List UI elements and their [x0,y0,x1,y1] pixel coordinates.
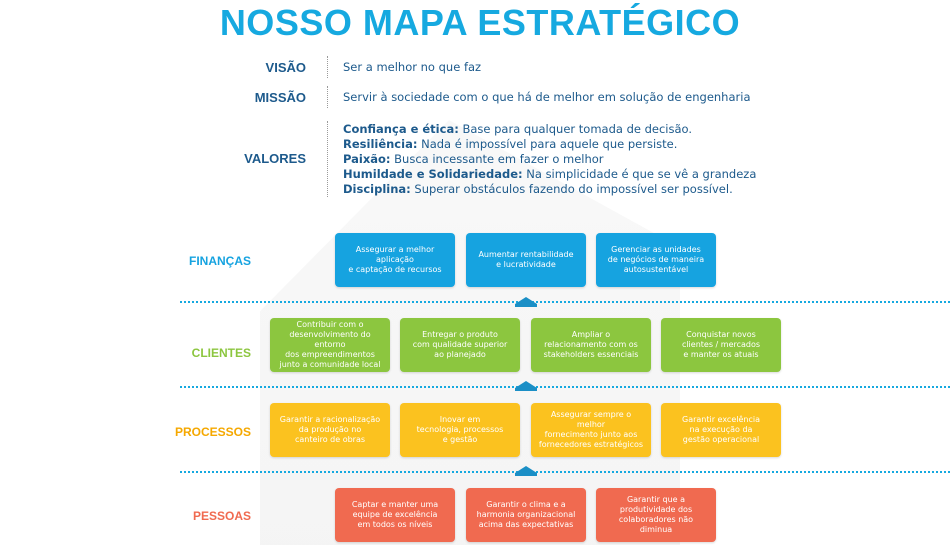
valor-item: Humildade e Solidariedade: Na simplicidade é que se vê a grandeza [343,167,757,181]
processos-objective-box: Inovar em tecnologia, processos e gestão [400,403,520,457]
clientes-objective-box: Contribuir com o desenvolvimento do entorno dos empreendimentos junto a comunidade local [270,318,390,372]
perspective-label-financas: FINANÇAS [189,254,251,268]
missao-label: MISSÃO [254,90,306,105]
valor-item: Confiança e ética: Base para qualquer tomada de decisão. [343,122,693,136]
visao-label: VISÃO [265,60,306,75]
arrow-up-stem [515,473,537,476]
pessoas-objective-box: Garantir que a produtividade dos colaboradores não diminua [596,488,716,542]
valor-item: Disciplina: Superar obstáculos fazendo do impossível ser possível. [343,182,733,196]
visao-text: Ser a melhor no que faz [343,60,482,74]
valor-item: Paixão: Busca incessante em fazer o melhor [343,152,604,166]
clientes-objective-box: Conquistar novos clientes / mercados e manter os atuais [661,318,781,372]
valores-label: VALORES [244,151,306,166]
missao-text: Servir à sociedade com o que há de melhor em solução de engenharia [343,90,751,104]
page-title: NOSSO MAPA ESTRATÉGICO [219,2,741,43]
perspective-divider [180,471,950,473]
financas-objective-box: Gerenciar as unidades de negócios de maneira autosustentável [596,233,716,287]
arrow-up-icon [515,297,537,304]
perspective-divider [180,301,950,303]
clientes-objective-box: Ampliar o relacionamento com os stakeholders essenciais [531,318,651,372]
perspective-label-clientes: CLIENTES [191,346,251,360]
processos-objective-box: Garantir a racionalização da produção no canteiro de obras [270,403,390,457]
pessoas-objective-box: Captar e manter uma equipe de excelência em todos os níveis [335,488,455,542]
processos-objective-box: Assegurar sempre o melhor fornecimento junto aos fornecedores estratégicos [531,403,651,457]
arrow-up-stem [515,304,537,307]
perspective-divider [180,386,950,388]
valores-divider [327,121,328,197]
missao-divider [327,86,328,108]
pessoas-objective-box: Garantir o clima e a harmonia organizacional acima das expectativas [466,488,586,542]
financas-objective-box: Aumentar rentabilidade e lucratividade [466,233,586,287]
arrow-up-stem [515,388,537,391]
arrow-up-icon [515,381,537,388]
perspective-label-pessoas: PESSOAS [192,509,251,523]
financas-objective-box: Assegurar a melhor aplicação e captação de recursos [335,233,455,287]
valor-item: Resiliência: Nada é impossível para aquele que persiste. [343,137,678,151]
processos-objective-box: Garantir excelência na execução da gestão operacional [661,403,781,457]
clientes-objective-box: Entregar o produto com qualidade superior ao planejado [400,318,520,372]
arrow-up-icon [515,466,537,473]
perspective-label-processos: PROCESSOS [174,425,251,439]
visao-divider [327,56,328,78]
